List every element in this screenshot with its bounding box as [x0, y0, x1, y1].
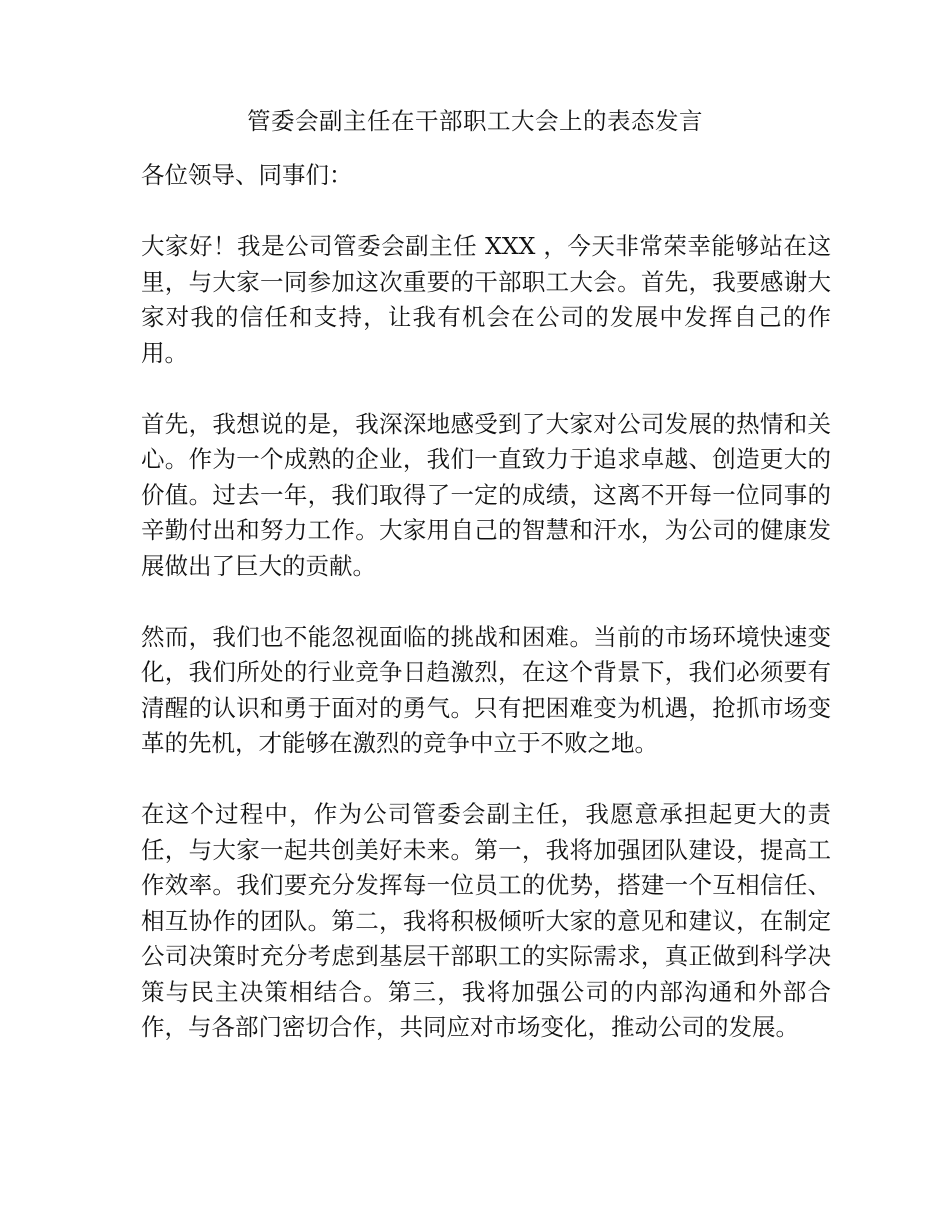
document-body: [141, 158, 831, 1046]
paragraph-3: 然而，我们也不能忽视面临的挑战和困难。当前的市场环境快速变化，我们所处的行业竞争日趋激烈，在这个背景下，我们必须要有清醒的认识和勇于面对的勇气。只有把困难变为机遇，抢抓市场变革的先机，才能够在激烈的竞争中立于不败之地。: [141, 622, 831, 757]
document-title: 管委会副主任在干部职工大会上的表态发言: [247, 107, 703, 135]
paragraph-1: 大家好！我是公司管委会副主任 XXX ，今天非常荣幸能够站在这里，与大家一同参加这次重要的干部职工大会。首先，我要感谢大家对我的信任和支持，让我有机会在公司的发展中发挥自己的作用。: [141, 232, 831, 367]
paragraph-2: 首先，我想说的是，我深深地感受到了大家对公司发展的热情和关心。作为一个成熟的企业，我们一直致力于追求卓越、创造更大的价值。过去一年，我们取得了一定的成绩，这离不开每一位同事的辛勤付出和努力工作。大家用自己的智慧和汗水，为公司的健康发展做出了巨大的贡献。: [141, 409, 831, 580]
salutation: 各位领导、同事们：: [141, 161, 353, 189]
paragraph-4: 在这个过程中，作为公司管委会副主任，我愿意承担起更大的责任，与大家一起共创美好未来。第一，我将加强团队建设，提高工作效率。我们要充分发挥每一位员工的优势，搭建一个互相信任、相互协作的团队。第二，我将积极倾听大家的意见和建议，在制定公司决策时充分考虑到基层干部职工的实际需求，真正做到科学决策与民主决策相结合。第三，我将加强公司的内部沟通和外部合作，与各部门密切合作，共同应对市场变化，推动公司的发展。: [141, 800, 831, 1041]
